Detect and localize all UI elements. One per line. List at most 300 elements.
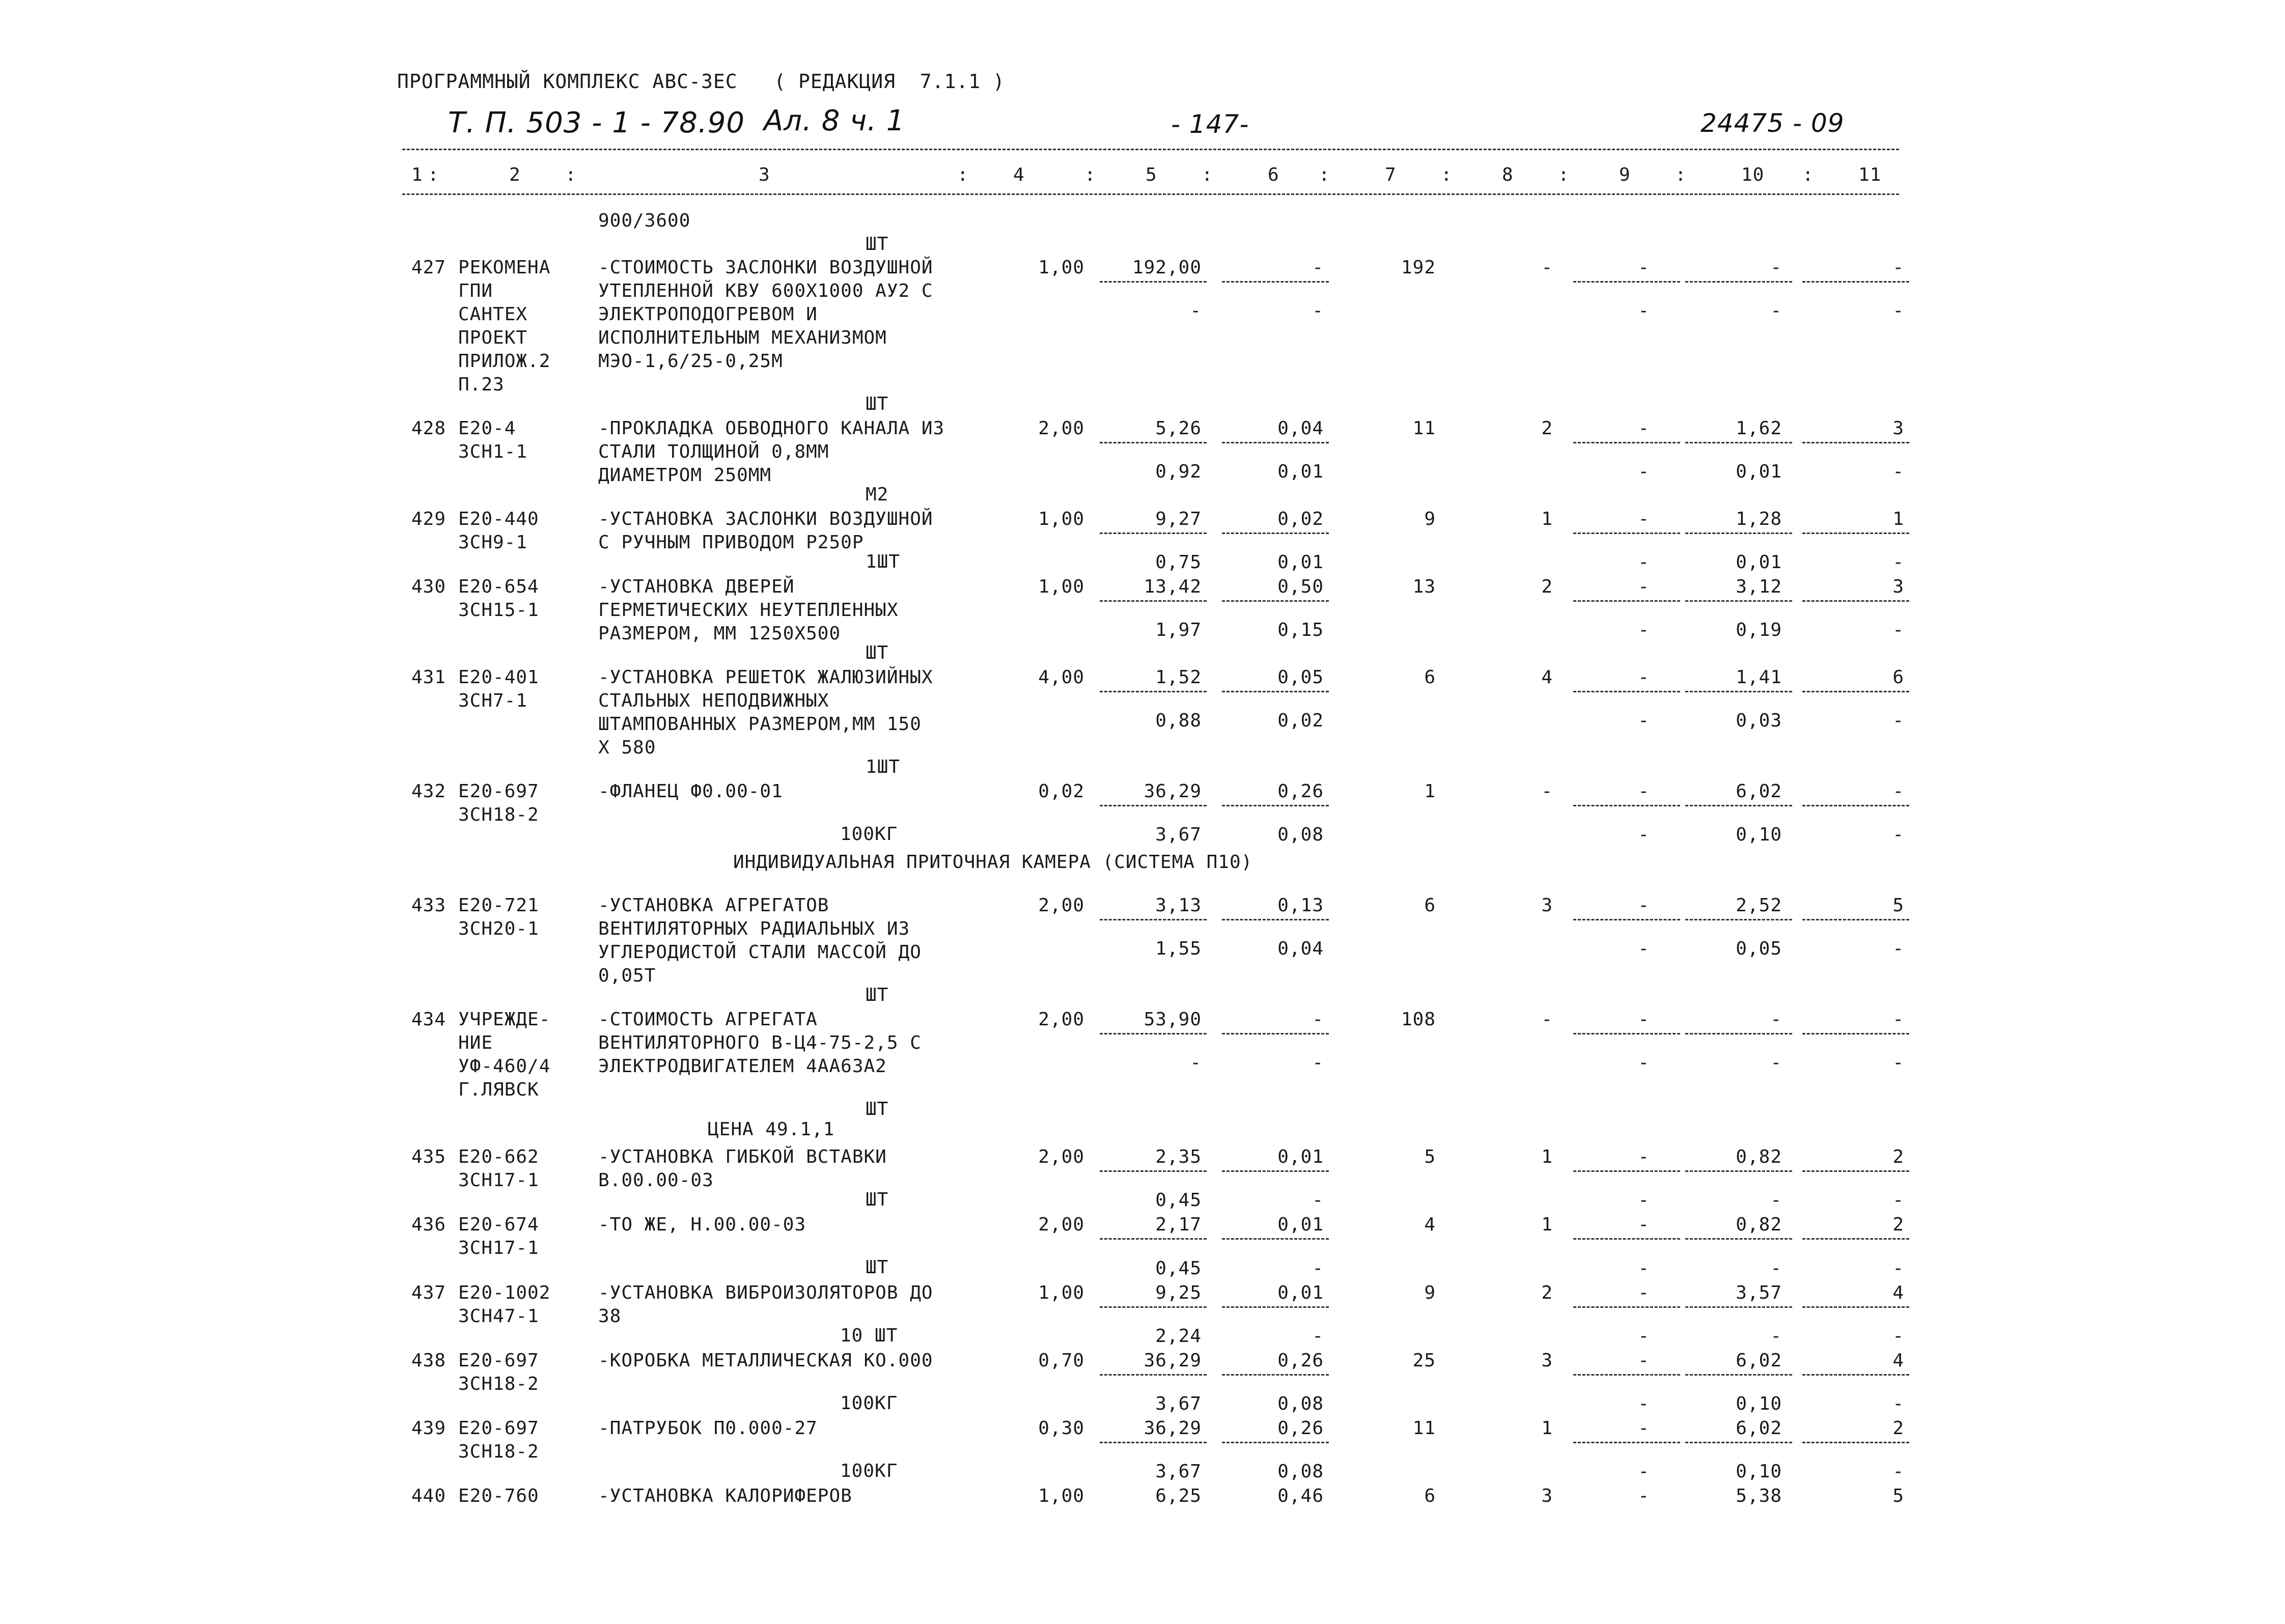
sub-rule xyxy=(1573,600,1680,602)
col-10-value: 1,41 xyxy=(1736,667,1782,688)
row-number: 440 xyxy=(411,1485,447,1506)
col-9-secondary: - xyxy=(1638,300,1650,322)
col-11-value: 4 xyxy=(1892,1350,1904,1371)
col-9-secondary: - xyxy=(1638,1461,1650,1482)
row-description: -ПРОКЛАДКА ОБВОДНОГО КАНАЛА ИЗ xyxy=(598,418,945,439)
col-5-secondary: 0,92 xyxy=(1155,461,1202,483)
sub-rule xyxy=(1802,691,1909,692)
row-code: ГПИ xyxy=(458,281,493,301)
sub-rule xyxy=(1685,442,1792,443)
sub-rule xyxy=(1222,1374,1329,1376)
row-code: Е20-697 xyxy=(458,1417,539,1439)
col-11-value: - xyxy=(1892,257,1904,278)
col-6-value: 0,01 xyxy=(1277,1146,1324,1168)
col-5-value: 36,29 xyxy=(1144,1350,1202,1371)
section-heading: ИНДИВИДУАЛЬНАЯ ПРИТОЧНАЯ КАМЕРА (СИСТЕМА П10) xyxy=(733,852,1253,873)
project-code: Т. П. 503 - 1 - 78.90 xyxy=(448,106,745,139)
column-header-3: 2 xyxy=(509,164,521,185)
sub-rule xyxy=(1100,1442,1207,1443)
col-7-value: 108 xyxy=(1401,1009,1436,1030)
col-6-secondary: 0,02 xyxy=(1277,710,1324,732)
col-8-value: 2 xyxy=(1541,1282,1553,1303)
sub-rule xyxy=(1100,1374,1207,1376)
col-5-secondary: 3,67 xyxy=(1155,824,1202,846)
row-code: ПРИЛОЖ.2 xyxy=(458,351,551,372)
col-11-value: 1 xyxy=(1892,509,1904,529)
sub-rule xyxy=(1222,919,1329,920)
col-10-value: - xyxy=(1770,1009,1782,1030)
col-5-value: 36,29 xyxy=(1144,781,1202,802)
row-unit: ШТ xyxy=(866,642,889,664)
sub-rule xyxy=(1802,1170,1909,1172)
column-header-17: 9 xyxy=(1619,164,1631,185)
col-11-value: - xyxy=(1892,781,1904,802)
col-11-value: 3 xyxy=(1892,418,1904,439)
col-9-value: - xyxy=(1638,781,1650,802)
row-code: 3СН18-2 xyxy=(458,804,539,826)
col-8-value: 1 xyxy=(1541,509,1553,529)
row-code: Е20-760 xyxy=(458,1485,539,1506)
col-5-value: 36,29 xyxy=(1144,1417,1202,1439)
col-5-value: 3,13 xyxy=(1155,895,1202,916)
col-7-value: 13 xyxy=(1412,576,1436,598)
column-header-14: : xyxy=(1441,164,1453,185)
row-description: 38 xyxy=(598,1305,622,1327)
row-description: ВЕНТИЛЯТОРНЫХ РАДИАЛЬНЫХ ИЗ xyxy=(598,918,910,940)
col-4-quantity: 2,00 xyxy=(1038,1009,1084,1030)
col-9-value: - xyxy=(1638,257,1650,278)
sub-rule xyxy=(1573,1033,1680,1034)
sub-rule xyxy=(1802,1033,1909,1034)
column-header-7: 4 xyxy=(1013,164,1025,185)
col-11-secondary: - xyxy=(1892,938,1904,960)
col-5-value: 192,00 xyxy=(1132,257,1202,278)
sub-rule xyxy=(1802,919,1909,920)
col-4-quantity: 1,00 xyxy=(1038,257,1084,278)
col-7-value: 11 xyxy=(1412,1417,1436,1439)
row-number: 434 xyxy=(411,1009,447,1030)
col-9-secondary: - xyxy=(1638,461,1650,483)
col-9-value: - xyxy=(1638,1146,1650,1168)
col-10-secondary: - xyxy=(1770,300,1782,322)
row-code: Е20-4 xyxy=(458,418,516,439)
column-header-19: 10 xyxy=(1741,164,1765,185)
row-number: 430 xyxy=(411,576,447,598)
row-code: Е20-401 xyxy=(458,667,539,688)
col-9-value: - xyxy=(1638,1417,1650,1439)
row-description: 0,05Т xyxy=(598,965,656,987)
col-11-secondary: - xyxy=(1892,1461,1904,1482)
col-9-secondary: - xyxy=(1638,552,1650,573)
column-header-1: 1 xyxy=(411,164,423,185)
col-6-secondary: 0,01 xyxy=(1277,461,1324,483)
col-6-secondary: 0,01 xyxy=(1277,552,1324,573)
col-11-value: 5 xyxy=(1892,1485,1904,1506)
sub-rule xyxy=(1573,1306,1680,1308)
header-rule-top xyxy=(402,149,1899,150)
row-unit: М2 xyxy=(866,484,889,505)
row-description: ИСПОЛНИТЕЛЬНЫМ МЕХАНИЗМОМ xyxy=(598,327,887,348)
col-7-value: 192 xyxy=(1401,257,1436,278)
col-9-secondary: - xyxy=(1638,1257,1650,1279)
col-5-secondary: 2,24 xyxy=(1155,1325,1202,1347)
row-code: НИЕ xyxy=(458,1032,493,1054)
album-ref: Ал. 8 ч. 1 xyxy=(764,104,905,137)
col-9-secondary: - xyxy=(1638,1190,1650,1211)
col-4-quantity: 2,00 xyxy=(1038,418,1084,439)
col-8-value: 3 xyxy=(1541,895,1553,916)
col-5-secondary: 3,67 xyxy=(1155,1393,1202,1414)
col-7-value: 1 xyxy=(1424,781,1436,802)
col-8-value: 2 xyxy=(1541,418,1553,439)
row-code: РЕКОМЕНА xyxy=(458,257,551,278)
sub-rule xyxy=(1802,533,1909,534)
sub-rule xyxy=(1685,805,1792,806)
col-11-secondary: - xyxy=(1892,552,1904,573)
sub-rule xyxy=(1802,1374,1909,1376)
row-code: УЧРЕЖДЕ- xyxy=(458,1009,551,1030)
col-5-value: 2,35 xyxy=(1155,1146,1202,1168)
row-description: -УСТАНОВКА ЗАСЛОНКИ ВОЗДУШНОЙ xyxy=(598,509,933,529)
col-10-value: 3,12 xyxy=(1736,576,1782,598)
col-6-value: 0,04 xyxy=(1277,418,1324,439)
col-6-value: 0,02 xyxy=(1277,509,1324,529)
col-5-secondary: 0,45 xyxy=(1155,1257,1202,1279)
row-code: 3СН15-1 xyxy=(458,600,539,621)
col-6-secondary: 0,08 xyxy=(1277,1461,1324,1482)
col-4-quantity: 0,02 xyxy=(1038,781,1084,802)
col-10-value: 6,02 xyxy=(1736,1350,1782,1371)
col-8-value: - xyxy=(1541,1009,1553,1030)
row-unit: 10 ШТ xyxy=(840,1325,898,1346)
sub-rule xyxy=(1573,1374,1680,1376)
col-6-secondary: 0,08 xyxy=(1277,824,1324,846)
sub-rule xyxy=(1100,691,1207,692)
row-code: Е20-440 xyxy=(458,509,539,529)
col-10-value: 5,38 xyxy=(1736,1485,1782,1506)
row-code: 3СН9-1 xyxy=(458,532,528,553)
row-description: -УСТАНОВКА КАЛОРИФЕРОВ xyxy=(598,1485,852,1506)
col-5-secondary: - xyxy=(1190,1052,1202,1074)
col-7-value: 11 xyxy=(1412,418,1436,439)
col-4-quantity: 2,00 xyxy=(1038,1214,1084,1236)
col-4-quantity: 2,00 xyxy=(1038,1146,1084,1168)
col-4-quantity: 1,00 xyxy=(1038,1485,1084,1506)
col-10-secondary: - xyxy=(1770,1325,1782,1347)
row-code: Е20-697 xyxy=(458,781,539,802)
row-description: -УСТАНОВКА АГРЕГАТОВ xyxy=(598,895,829,916)
row-number: 428 xyxy=(411,418,447,439)
row-code: 3СН17-1 xyxy=(458,1238,539,1259)
row-description: 900/3600 xyxy=(598,210,691,231)
sub-rule xyxy=(1685,1033,1792,1034)
program-header: ПРОГРАММНЫЙ КОМПЛЕКС АВС-ЗЕС ( РЕДАКЦИЯ 7.1.1 ) xyxy=(397,70,1005,93)
row-unit: ШТ xyxy=(866,985,889,1006)
row-description: РАЗМЕРОМ, ММ 1250Х500 xyxy=(598,623,841,645)
col-6-value: 0,50 xyxy=(1277,576,1324,598)
col-9-secondary: - xyxy=(1638,938,1650,960)
row-unit: 100КГ xyxy=(840,1460,898,1481)
sub-rule xyxy=(1802,805,1909,806)
col-10-secondary: 0,03 xyxy=(1736,710,1782,732)
col-6-secondary: - xyxy=(1312,1257,1324,1279)
col-11-secondary: - xyxy=(1892,461,1904,483)
sub-rule xyxy=(1573,1170,1680,1172)
col-5-secondary: 1,97 xyxy=(1155,620,1202,641)
col-7-value: 4 xyxy=(1424,1214,1436,1236)
sub-rule xyxy=(1100,442,1207,443)
col-10-value: 6,02 xyxy=(1736,781,1782,802)
sub-rule xyxy=(1685,1374,1792,1376)
col-8-value: 3 xyxy=(1541,1485,1553,1506)
column-header-9: 5 xyxy=(1146,164,1157,185)
row-unit: 1ШТ xyxy=(866,757,901,778)
row-code: 3СН17-1 xyxy=(458,1170,539,1191)
row-code: 3СН18-2 xyxy=(458,1373,539,1394)
sub-rule xyxy=(1100,1238,1207,1240)
sub-rule xyxy=(1802,1306,1909,1308)
col-8-value: 4 xyxy=(1541,667,1553,688)
row-unit: 100КГ xyxy=(840,824,898,845)
col-5-secondary: 0,45 xyxy=(1155,1190,1202,1211)
sub-rule xyxy=(1573,1442,1680,1443)
col-7-value: 9 xyxy=(1424,509,1436,529)
row-description: ЭЛЕКТРОДВИГАТЕЛЕМ 4АА63А2 xyxy=(598,1056,887,1077)
col-5-value: 53,90 xyxy=(1144,1009,1202,1030)
row-description: ШТАМПОВАННЫХ РАЗМЕРОМ,ММ 150 xyxy=(598,714,922,735)
sub-rule xyxy=(1685,281,1792,283)
sub-rule xyxy=(1222,1033,1329,1034)
row-number: 439 xyxy=(411,1417,447,1439)
col-6-secondary: 0,08 xyxy=(1277,1393,1324,1414)
col-6-secondary: 0,04 xyxy=(1277,938,1324,960)
col-10-secondary: 0,01 xyxy=(1736,552,1782,573)
sub-rule xyxy=(1100,1033,1207,1034)
col-9-secondary: - xyxy=(1638,710,1650,732)
col-4-quantity: 0,70 xyxy=(1038,1350,1084,1371)
row-code: САНТЕХ xyxy=(458,304,528,325)
sub-rule xyxy=(1222,281,1329,283)
col-4-quantity: 4,00 xyxy=(1038,667,1084,688)
row-number: 435 xyxy=(411,1146,447,1168)
row-code: Г.ЛЯВСК xyxy=(458,1079,539,1101)
row-unit: ШТ xyxy=(866,234,889,255)
col-7-value: 9 xyxy=(1424,1282,1436,1303)
col-9-value: - xyxy=(1638,1009,1650,1030)
col-5-value: 1,52 xyxy=(1155,667,1202,688)
row-description: -КОРОБКА МЕТАЛЛИЧЕСКАЯ КО.000 xyxy=(598,1350,933,1371)
row-unit: ШТ xyxy=(866,394,889,414)
row-description: -УСТАНОВКА ВИБРОИЗОЛЯТОРОВ ДО xyxy=(598,1282,933,1303)
col-10-secondary: 0,01 xyxy=(1736,461,1782,483)
column-header-20: : xyxy=(1802,164,1814,185)
sub-rule xyxy=(1222,600,1329,602)
col-10-value: 2,52 xyxy=(1736,895,1782,916)
col-6-secondary: - xyxy=(1312,300,1324,322)
col-5-secondary: 1,55 xyxy=(1155,938,1202,960)
col-11-secondary: - xyxy=(1892,1257,1904,1279)
sub-rule xyxy=(1222,691,1329,692)
sub-rule xyxy=(1573,442,1680,443)
col-5-value: 2,17 xyxy=(1155,1214,1202,1236)
col-11-secondary: - xyxy=(1892,300,1904,322)
col-5-value: 5,26 xyxy=(1155,418,1202,439)
sub-rule xyxy=(1802,600,1909,602)
column-header-2: : xyxy=(428,164,439,185)
row-description: -СТОИМОСТЬ ЗАСЛОНКИ ВОЗДУШНОЙ xyxy=(598,257,933,278)
col-4-quantity: 1,00 xyxy=(1038,576,1084,598)
col-5-value: 9,25 xyxy=(1155,1282,1202,1303)
col-5-value: 9,27 xyxy=(1155,509,1202,529)
col-11-value: - xyxy=(1892,1009,1904,1030)
row-description: СТАЛЬНЫХ НЕПОДВИЖНЫХ xyxy=(598,690,829,712)
col-9-secondary: - xyxy=(1638,620,1650,641)
col-10-secondary: 0,10 xyxy=(1736,1461,1782,1482)
row-description: МЭО-1,6/25-0,25М xyxy=(598,351,783,372)
row-description: СТАЛИ ТОЛЩИНОЙ 0,8ММ xyxy=(598,441,829,462)
sub-rule xyxy=(1222,1306,1329,1308)
col-10-value: 0,82 xyxy=(1736,1214,1782,1236)
sub-rule xyxy=(1222,1238,1329,1240)
row-description: С РУЧНЫМ ПРИВОДОМ Р250Р xyxy=(598,532,864,553)
sub-rule xyxy=(1573,281,1680,283)
col-5-secondary: 0,88 xyxy=(1155,710,1202,732)
row-unit: 1ШТ xyxy=(866,551,901,572)
col-10-secondary: 0,10 xyxy=(1736,824,1782,846)
col-9-secondary: - xyxy=(1638,1325,1650,1347)
col-9-secondary: - xyxy=(1638,824,1650,846)
col-11-value: 4 xyxy=(1892,1282,1904,1303)
col-10-secondary: - xyxy=(1770,1190,1782,1211)
col-11-secondary: - xyxy=(1892,1393,1904,1414)
column-header-15: 8 xyxy=(1502,164,1514,185)
col-8-value: - xyxy=(1541,257,1553,278)
row-description: -УСТАНОВКА ГИБКОЙ ВСТАВКИ xyxy=(598,1146,887,1168)
row-code: 3СН7-1 xyxy=(458,690,528,712)
column-header-18: : xyxy=(1675,164,1687,185)
col-9-secondary: - xyxy=(1638,1052,1650,1074)
row-unit: ШТ xyxy=(866,1099,889,1120)
col-6-value: 0,13 xyxy=(1277,895,1324,916)
col-9-value: - xyxy=(1638,1485,1650,1506)
col-4-quantity: 0,30 xyxy=(1038,1417,1084,1439)
column-header-16: : xyxy=(1558,164,1570,185)
col-10-value: 0,82 xyxy=(1736,1146,1782,1168)
sub-rule xyxy=(1802,442,1909,443)
col-7-value: 5 xyxy=(1424,1146,1436,1168)
sub-rule xyxy=(1685,533,1792,534)
col-4-quantity: 2,00 xyxy=(1038,895,1084,916)
col-11-value: 2 xyxy=(1892,1417,1904,1439)
sub-rule xyxy=(1573,533,1680,534)
col-7-value: 6 xyxy=(1424,667,1436,688)
row-number: 436 xyxy=(411,1214,447,1236)
sub-rule xyxy=(1100,1170,1207,1172)
row-description: ВЕНТИЛЯТОРНОГО В-Ц4-75-2,5 С xyxy=(598,1032,922,1054)
header-rule-bottom xyxy=(402,193,1899,195)
col-9-value: - xyxy=(1638,1214,1650,1236)
sub-rule xyxy=(1222,1170,1329,1172)
column-header-5: 3 xyxy=(759,164,770,185)
col-10-secondary: 0,19 xyxy=(1736,620,1782,641)
col-11-secondary: - xyxy=(1892,710,1904,732)
row-code: Е20-697 xyxy=(458,1350,539,1371)
col-5-value: 13,42 xyxy=(1144,576,1202,598)
sub-rule xyxy=(1100,805,1207,806)
row-description: -СТОИМОСТЬ АГРЕГАТА xyxy=(598,1009,818,1030)
col-6-secondary: 0,15 xyxy=(1277,620,1324,641)
sub-rule xyxy=(1100,1306,1207,1308)
col-8-value: - xyxy=(1541,781,1553,802)
col-5-value: 6,25 xyxy=(1155,1485,1202,1506)
row-description: -ФЛАНЕЦ Ф0.00-01 xyxy=(598,781,783,802)
row-code: Е20-654 xyxy=(458,576,539,598)
sub-rule xyxy=(1685,1306,1792,1308)
sub-rule xyxy=(1685,1442,1792,1443)
col-10-value: 1,62 xyxy=(1736,418,1782,439)
row-number: 438 xyxy=(411,1350,447,1371)
row-description: УТЕПЛЕННОЙ КВУ 600Х1000 АУ2 С xyxy=(598,281,933,301)
row-unit: 100КГ xyxy=(840,1392,898,1414)
sub-rule xyxy=(1222,533,1329,534)
sub-rule xyxy=(1100,919,1207,920)
col-8-value: 2 xyxy=(1541,576,1553,598)
sub-rule xyxy=(1685,691,1792,692)
col-6-secondary: - xyxy=(1312,1052,1324,1074)
sub-rule xyxy=(1685,919,1792,920)
col-5-secondary: - xyxy=(1190,300,1202,322)
col-9-value: - xyxy=(1638,667,1650,688)
col-8-value: 1 xyxy=(1541,1417,1553,1439)
row-description: -УСТАНОВКА ДВЕРЕЙ xyxy=(598,576,795,598)
col-5-secondary: 3,67 xyxy=(1155,1461,1202,1482)
column-header-12: : xyxy=(1319,164,1330,185)
col-11-secondary: - xyxy=(1892,620,1904,641)
row-code: 3СН20-1 xyxy=(458,918,539,940)
col-6-value: 0,01 xyxy=(1277,1282,1324,1303)
sub-rule xyxy=(1685,1238,1792,1240)
row-code: Е20-674 xyxy=(458,1214,539,1236)
col-6-value: 0,26 xyxy=(1277,1417,1324,1439)
row-number: 427 xyxy=(411,257,447,278)
column-header-21: 11 xyxy=(1858,164,1882,185)
row-unit: ШТ xyxy=(866,1257,889,1278)
col-6-value: 0,46 xyxy=(1277,1485,1324,1506)
sub-rule xyxy=(1802,281,1909,283)
col-6-value: 0,01 xyxy=(1277,1214,1324,1236)
row-code: П.23 xyxy=(458,374,505,395)
row-description: ЭЛЕКТРОПОДОГРЕВОМ И xyxy=(598,304,818,325)
col-11-secondary: - xyxy=(1892,1052,1904,1074)
col-6-value: 0,26 xyxy=(1277,1350,1324,1371)
col-10-secondary: 0,05 xyxy=(1736,938,1782,960)
col-8-value: 3 xyxy=(1541,1350,1553,1371)
col-10-value: 3,57 xyxy=(1736,1282,1782,1303)
row-code: 3СН18-2 xyxy=(458,1441,539,1462)
row-description: Х 580 xyxy=(598,737,656,759)
col-9-secondary: - xyxy=(1638,1393,1650,1414)
row-description: -ТО ЖЕ, Н.00.00-03 xyxy=(598,1214,806,1236)
col-6-value: 0,05 xyxy=(1277,667,1324,688)
col-8-value: 1 xyxy=(1541,1146,1553,1168)
col-11-value: 3 xyxy=(1892,576,1904,598)
row-code: Е20-1002 xyxy=(458,1282,551,1303)
col-11-value: 5 xyxy=(1892,895,1904,916)
col-9-value: - xyxy=(1638,418,1650,439)
row-price-note: ЦЕНА 49.1,1 xyxy=(708,1119,835,1140)
row-number: 429 xyxy=(411,509,447,529)
sub-rule xyxy=(1802,1238,1909,1240)
